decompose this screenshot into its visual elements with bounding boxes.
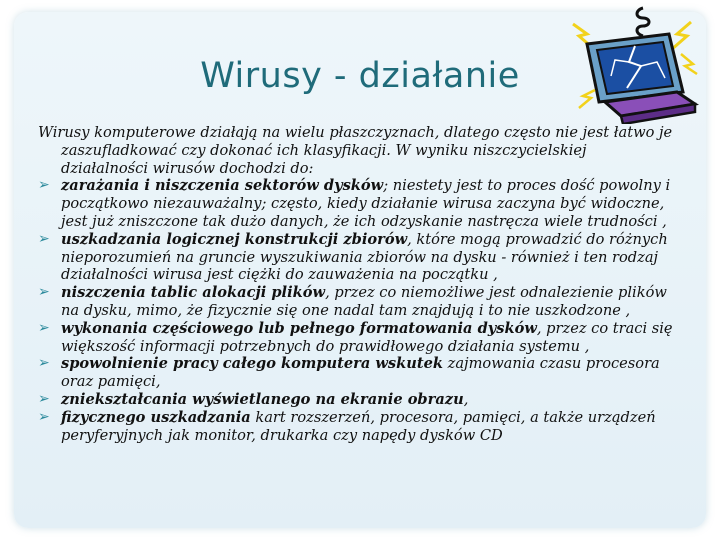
arrow-bullet-icon: ➢ (38, 230, 50, 247)
bullet-bold-text: spowolnienie pracy całego komputera wskutek (61, 355, 444, 373)
bullet-bold-text: zniekształcania wyświetlanego na ekranie obrazu (61, 390, 464, 408)
intro-paragraph: Wirusy komputerowe działają na wielu płaszczyznach, dlatego często nie jest łatwo je zaszufladkować czy dokonać ich klasyfikacji. W wyniku niszczycielskiej działalności wirusów dochodzi do: (38, 124, 673, 177)
slide-title: Wirusy - działanie (200, 56, 520, 96)
list-item (38, 177, 678, 230)
arrow-bullet-icon: ➢ (38, 390, 50, 407)
slide-content (38, 124, 678, 444)
bullet-bold-text: niszczenia tablic alokacji plików (61, 284, 326, 302)
arrow-bullet-icon: ➢ (38, 319, 50, 336)
list-item (38, 391, 678, 409)
list-item (38, 320, 678, 356)
list-item (38, 284, 678, 320)
bullet-bold-text: fizycznego uszkadzania (61, 408, 251, 426)
bullet-text: , (463, 390, 469, 408)
bullet-text: , które mogą prowadzić do różnych nieporozumień na gruncie wyszukiwania zbiorów na dysku - również i ten rodzaj działalności wirusa jest ciężki do zauważenia na początku , (61, 230, 668, 284)
list-item (38, 231, 678, 284)
bullet-bold-text: zarażania i niszczenia sektorów dysków (61, 177, 384, 195)
bullet-text: , przez co traci się większość informacji potrzebnych do prawidłowego działania systemu , (61, 319, 673, 355)
bullet-text: , przez co niemożliwe jest odnalezienie plików na dysku, mimo, że fizycznie się one nadal tam znajdują i to nie uszkodzone , (61, 284, 667, 319)
bullet-bold-text: uszkadzania logicznej konstrukcji zbiorów (61, 230, 408, 248)
bullet-list (38, 177, 678, 444)
list-item (38, 355, 678, 391)
bullet-text: kart rozszerzeń, procesora, pamięci, a także urządzeń peryferyjnych jak monitor, drukarka czy napędy dysków CD (61, 408, 656, 444)
arrow-bullet-icon: ➢ (38, 177, 50, 194)
bullet-text: zajmowania czasu procesora oraz pamięci, (61, 355, 660, 391)
arrow-bullet-icon: ➢ (38, 284, 50, 301)
arrow-bullet-icon: ➢ (38, 408, 50, 425)
bullet-text: ; niestety jest to proces dość powolny i początkowo niezauważalny; często, kiedy działanie wirusa zaczyna być widoczne, jest już zniszczone tak dużo danych, że ich odzyskanie nastręcza wiele trudności , (61, 177, 671, 230)
list-item (38, 409, 678, 445)
bullet-bold-text: wykonania częściowego lub pełnego formatowania dysków (61, 319, 537, 337)
arrow-bullet-icon: ➢ (38, 355, 50, 372)
